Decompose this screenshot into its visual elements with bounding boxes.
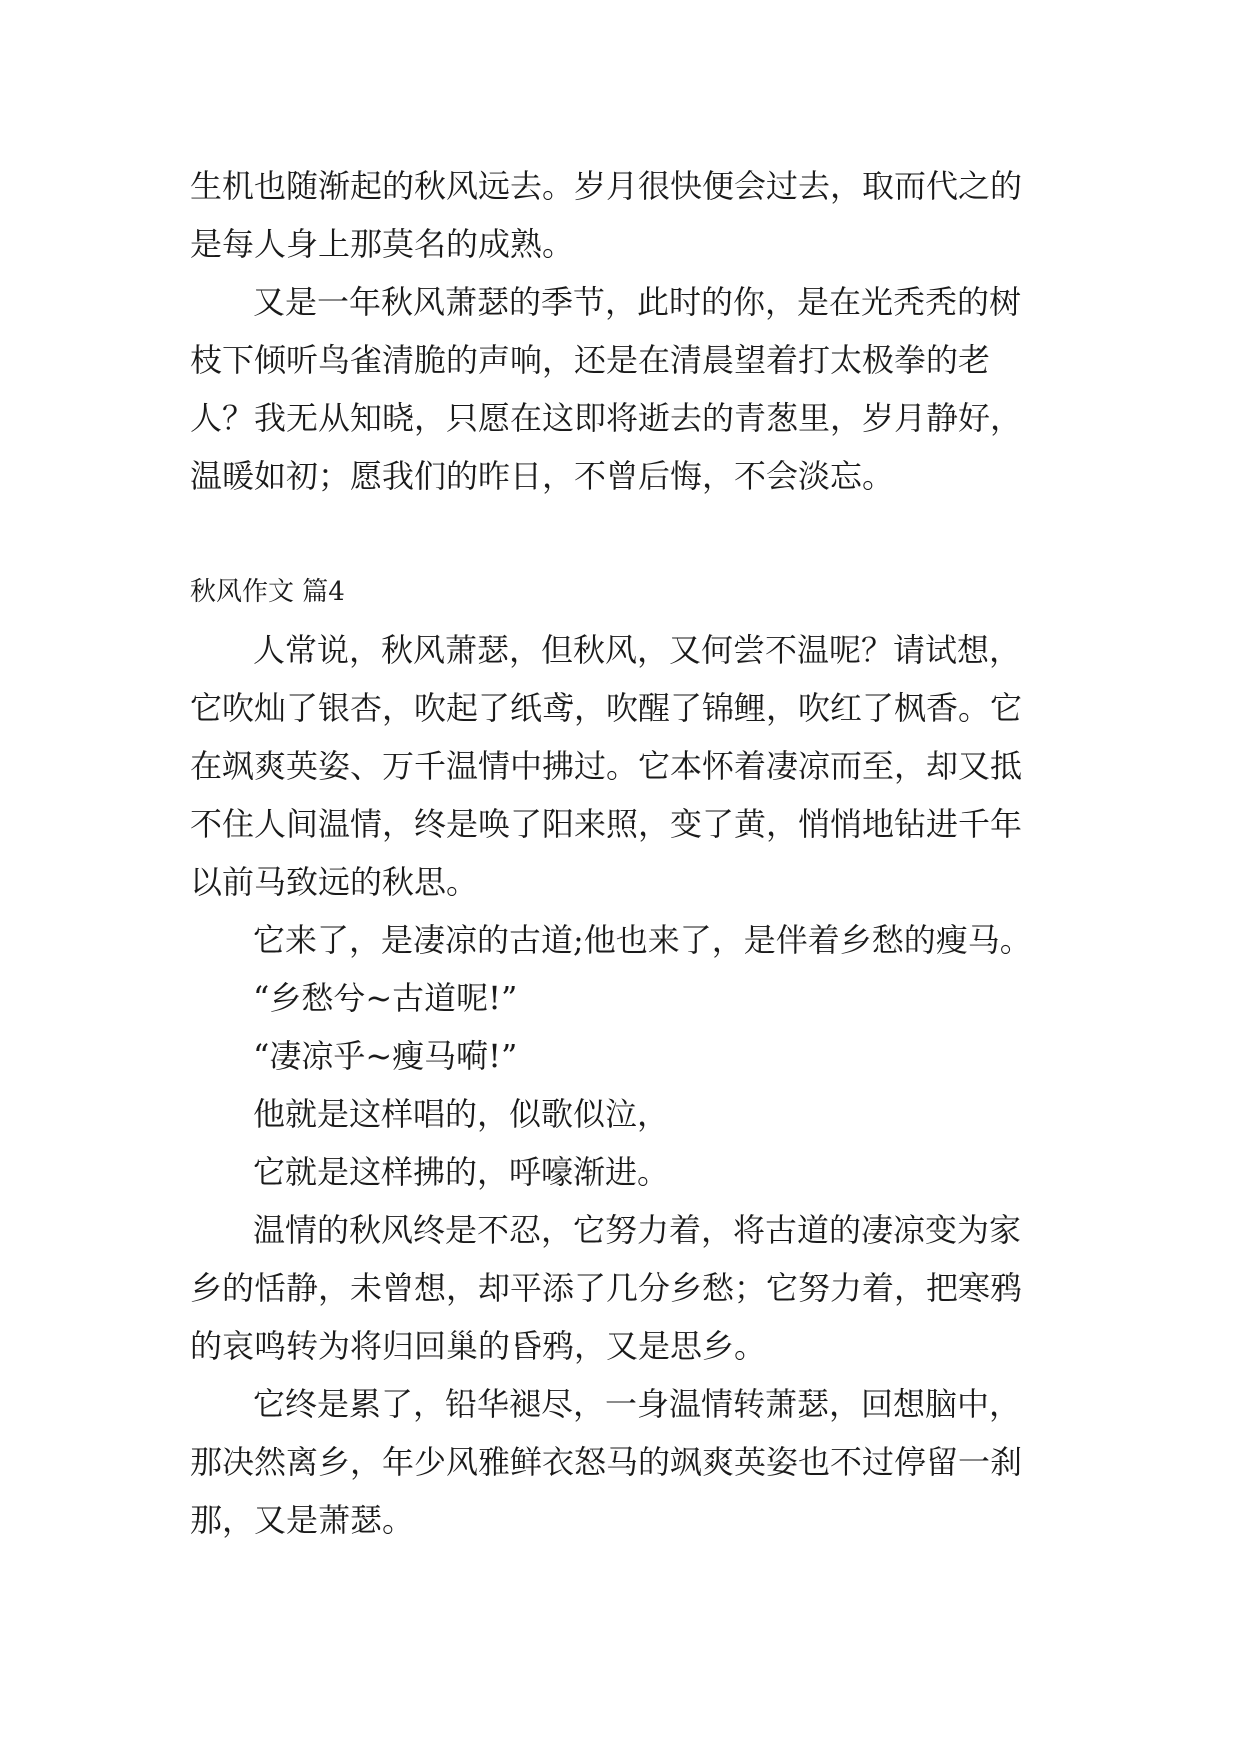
text-line: 乡的恬静，未曾想，却平添了几分乡愁；它努力着，把寒鸦 <box>190 1269 1023 1307</box>
text-line: 在飒爽英姿、万千温情中拂过。它本怀着凄凉而至，却又抵 <box>190 747 1023 785</box>
text-line: 的哀鸣转为将归回巢的昏鸦，又是思乡。 <box>190 1327 767 1365</box>
text-line: 那决然离乡，年少风雅鲜衣怒马的飒爽英姿也不过停留一刹 <box>190 1443 1023 1481</box>
paragraph-start: 温情的秋风终是不忍，它努力着，将古道的凄凉变为家 <box>253 1211 1022 1249</box>
paragraph-start: 又是一年秋风萧瑟的季节，此时的你，是在光秃秃的树 <box>253 283 1022 321</box>
section-heading: 秋风作文 篇4 <box>190 577 345 607</box>
text-line: 人？我无从知晓，只愿在这即将逝去的青葱里，岁月静好， <box>190 399 1023 437</box>
verse-line: 它就是这样拂的，呼嚎渐进。 <box>253 1153 670 1191</box>
text-line: 那，又是萧瑟。 <box>190 1501 415 1539</box>
text-line: 是每人身上那莫名的成熟。 <box>190 225 575 263</box>
text-line: 以前马致远的秋思。 <box>190 863 479 901</box>
text-line: 它吹灿了银杏，吹起了纸鸢，吹醒了锦鲤，吹红了枫香。它 <box>190 689 1023 727</box>
quote-line: “凄凉乎~瘦马嗬!” <box>253 1037 518 1075</box>
quote-line: “乡愁兮~古道呢!” <box>253 979 518 1017</box>
text-line: 生机也随渐起的秋风远去。岁月很快便会过去，取而代之的 <box>190 167 1023 205</box>
paragraph-start: 人常说，秋风萧瑟，但秋风，又何尝不温呢？请试想， <box>253 631 1022 669</box>
paragraph-start: 它终是累了，铅华褪尽，一身温情转萧瑟，回想脑中， <box>253 1385 1022 1423</box>
text-line: 不住人间温情，终是唤了阳来照，变了黄，悄悄地钻进千年 <box>190 805 1023 843</box>
verse-line: 他就是这样唱的，似歌似泣， <box>253 1095 670 1133</box>
text-line: 温暖如初；愿我们的昨日，不曾后悔，不会淡忘。 <box>190 457 895 495</box>
paragraph-start: 它来了，是凄凉的古道;他也来了，是伴着乡愁的瘦马。 <box>253 921 1032 959</box>
text-line: 枝下倾听鸟雀清脆的声响，还是在清晨望着打太极拳的老 <box>190 341 991 379</box>
